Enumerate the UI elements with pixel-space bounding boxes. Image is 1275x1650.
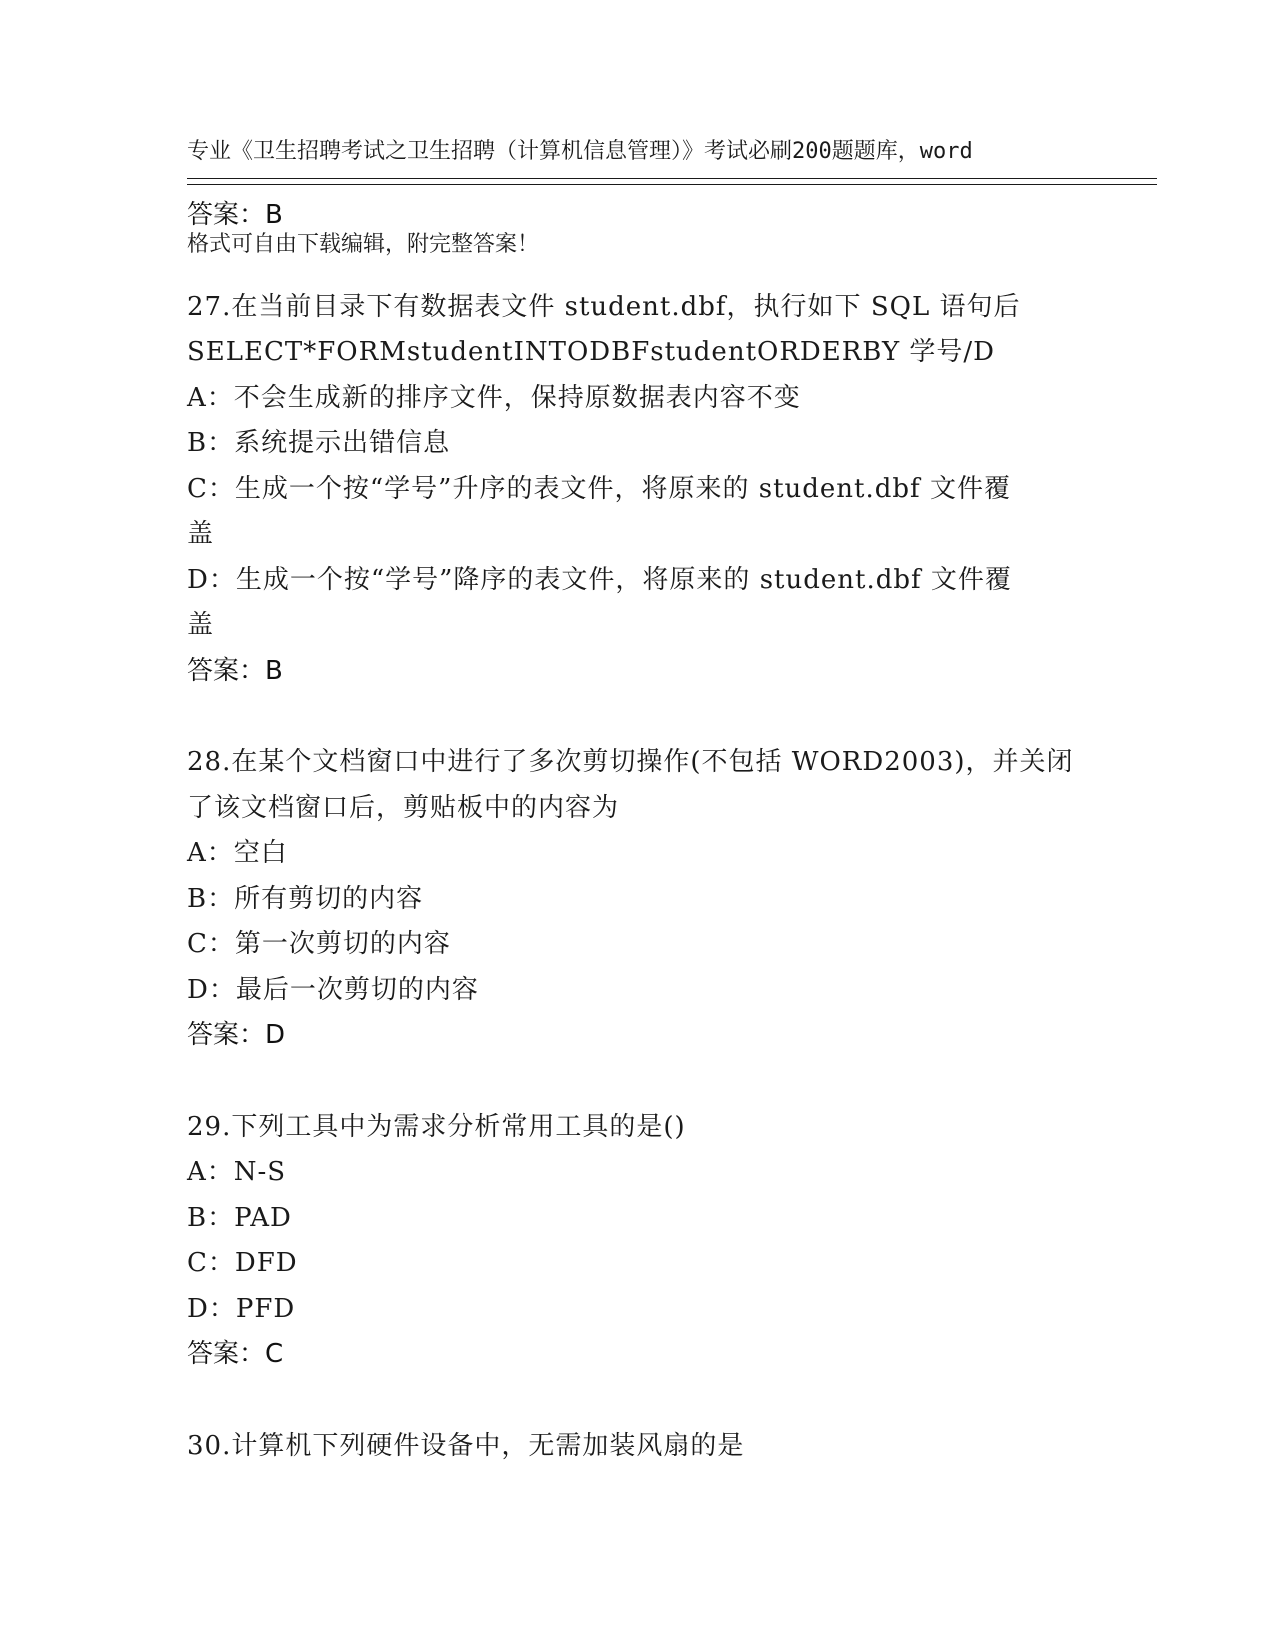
question-27-option-c-line-2: 盖 [187,519,215,549]
question-30-stem: 30.计算机下列硬件设备中，无需加装风扇的是 [187,1430,745,1461]
header-line-1: 专业《卫生招聘考试之卫生招聘（计算机信息管理）》考试必刷200题题库，word [187,139,973,164]
question-27-option-d-line-1: D：生成一个按“学号”降序的表文件，将原来的 student.dbf 文件覆 [187,564,1012,595]
question-28-stem-line-2: 了该文档窗口后，剪贴板中的内容为 [187,792,620,823]
question-27-option-d-line-2: 盖 [187,610,215,640]
spacer [187,1378,1087,1424]
question-29 [187,1105,1087,1378]
question-30 [187,1424,1087,1470]
question-27-option-c-line-1: C：生成一个按“学号”升序的表文件，将原来的 student.dbf 文件覆 [187,473,1011,504]
question-29-option-c: C：DFD [187,1248,298,1278]
question-27-stem-line-2: SELECT*FORMstudentINTODBFstudentORDERBY 学号/D [187,337,995,367]
question-29-option-a: A：N-S [187,1157,287,1187]
question-27-answer: 答案：B [187,655,283,686]
header-line-2: 格式可自由下载编辑，附完整答案！ [187,232,540,257]
question-27 [187,285,1087,695]
question-27-option-b: B：系统提示出错信息 [187,428,451,458]
header-rule-top [187,178,1157,179]
question-28-answer: 答案：D [187,1020,286,1050]
question-28-option-d: D：最后一次剪切的内容 [187,974,479,1005]
question-28-option-b: B：所有剪切的内容 [187,883,424,914]
header-rule-bottom [187,184,1157,185]
spacer [187,239,1087,285]
question-27-stem-line-1: 27.在当前目录下有数据表文件 student.dbf，执行如下 SQL 语句后 [187,291,1021,322]
question-28-stem-line-1: 28.在某个文档窗口中进行了多次剪切操作(不包括 WORD2003)，并关闭 [187,747,1074,777]
question-29-answer: 答案：C [187,1339,284,1369]
question-28-option-a: A：空白 [187,838,288,868]
spacer [187,694,1087,740]
question-27-option-a: A：不会生成新的排序文件，保持原数据表内容不变 [187,382,801,413]
question-29-option-b: B：PAD [187,1202,292,1233]
spacer [187,1059,1087,1105]
question-list [187,193,1087,1469]
question-29-option-d: D：PFD [187,1293,296,1324]
question-28-option-c: C：第一次剪切的内容 [187,929,451,959]
question-29-stem: 29.下列工具中为需求分析常用工具的是() [187,1111,686,1142]
answer-previous: 答案：B [187,200,283,230]
question-28 [187,740,1087,1059]
